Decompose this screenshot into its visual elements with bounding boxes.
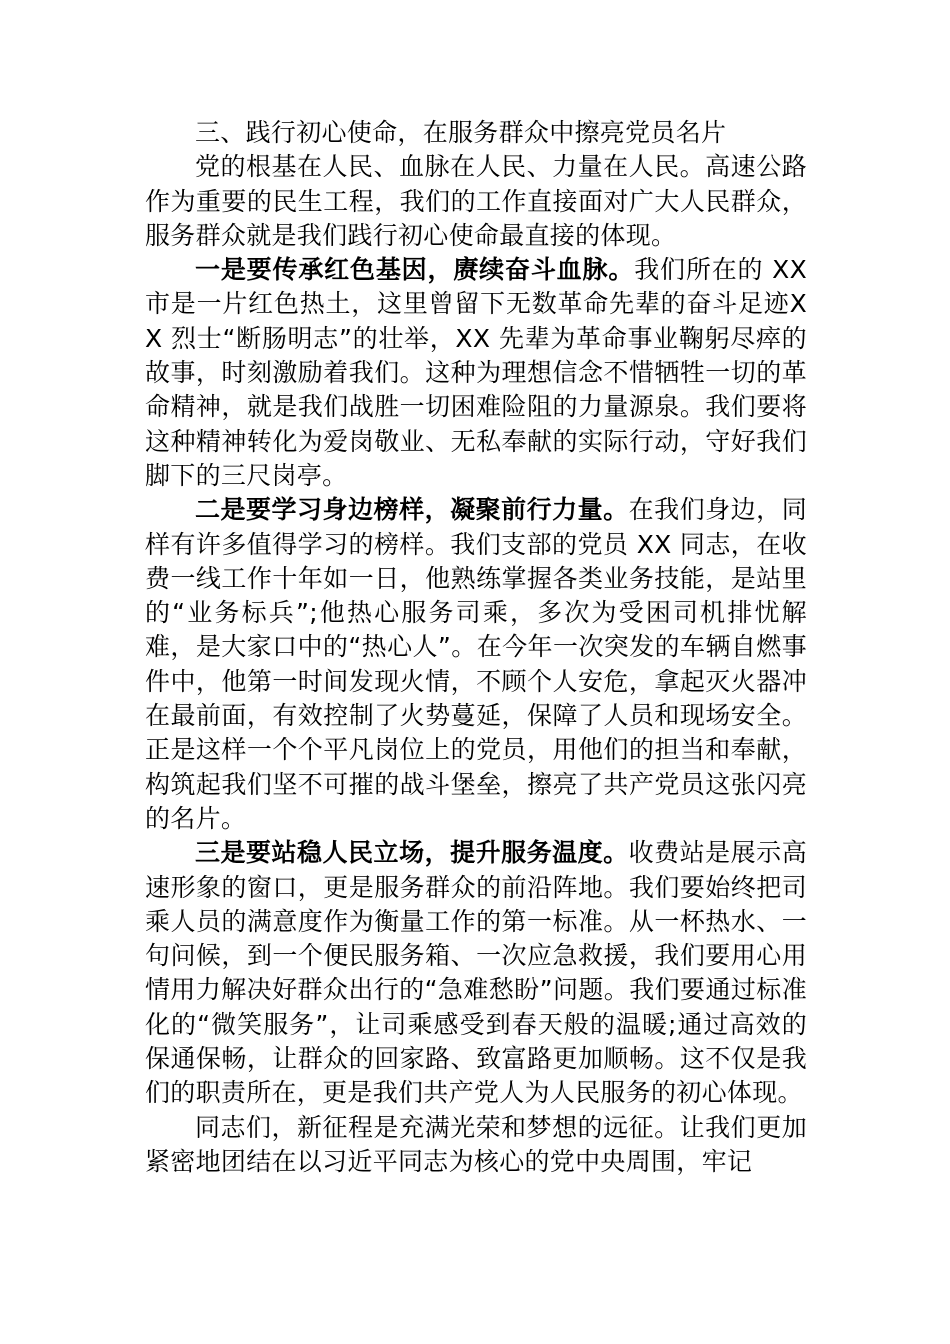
paragraph-lead: 一是要传承红色基因，赓续奋斗血脉。	[195, 255, 635, 285]
paragraph-text: 党的根基在人民、血脉在人民、力量在人民。高速公路作为重要的民生工程，我们的工作直接面对广大人民群众，服务群众就是我们践行初心使命最直接的体现。	[145, 152, 807, 250]
paragraph-text: 同志们，新征程是充满光荣和梦想的远征。让我们更加紧密地团结在以习近平同志为核心的党中央周围，牢记	[145, 1112, 807, 1176]
paragraph-lead: 三是要站稳人民立场，提升服务温度。	[195, 838, 629, 868]
section-heading: 三、践行初心使命，在服务群众中擦亮党员名片	[195, 118, 727, 147]
paragraph-text: 我们所在的 XX 市是一片红色热土，这里曾留下无数革命先辈的奋斗足迹XX 烈士“断肠明志”的壮举，XX 先辈为革命事业鞠躬尽瘁的故事，时刻激励着我们。这种为理想信念不惜牺牲一切的革命精神，就是我们战胜一切困难险阻的力量源泉。我们要将这种精神转化为爱岗敬业、无私奉献的实际行动，守好我们脚下的三尺岗亭。	[145, 255, 807, 490]
document-page	[145, 116, 807, 1179]
paragraph-text: 收费站是展示高速形象的窗口，更是服务群众的前沿阵地。我们要始终把司乘人员的满意度作为衡量工作的第一标准。从一杯热水、一句问候，到一个便民服务箱、一次应急救援，我们要用心用情用力解决好群众出行的“急难愁盼”问题。我们要通过标准化的“微笑服务”，让司乘感受到春天般的温暖;通过高效的保通保畅，让群众的回家路、致富路更加顺畅。这不仅是我们的职责所在，更是我们共产党人为人民服务的初心体现。	[145, 838, 807, 1108]
paragraph-point-two	[145, 493, 807, 836]
paragraph-intro	[145, 150, 807, 253]
paragraph-point-three	[145, 836, 807, 1110]
paragraph-text: 在我们身边，同样有许多值得学习的榜样。我们支部的党员 XX 同志，在收费一线工作十年如一日，他熟练掌握各类业务技能，是站里的“业务标兵”;他热心服务司乘，多次为受困司机排忧解难，是大家口中的“热心人”。在今年一次突发的车辆自燃事件中，他第一时间发现火情，不顾个人安危，拿起灭火器冲在最前面，有效控制了火势蔓延，保障了人员和现场安全。正是这样一个个平凡岗位上的党员，用他们的担当和奉献，构筑起我们坚不可摧的战斗堡垒，擦亮了共产党员这张闪亮的名片。	[145, 495, 807, 833]
paragraph-lead: 二是要学习身边榜样，凝聚前行力量。	[195, 495, 629, 525]
paragraph-point-one	[145, 253, 807, 493]
paragraph-closing	[145, 1111, 807, 1180]
